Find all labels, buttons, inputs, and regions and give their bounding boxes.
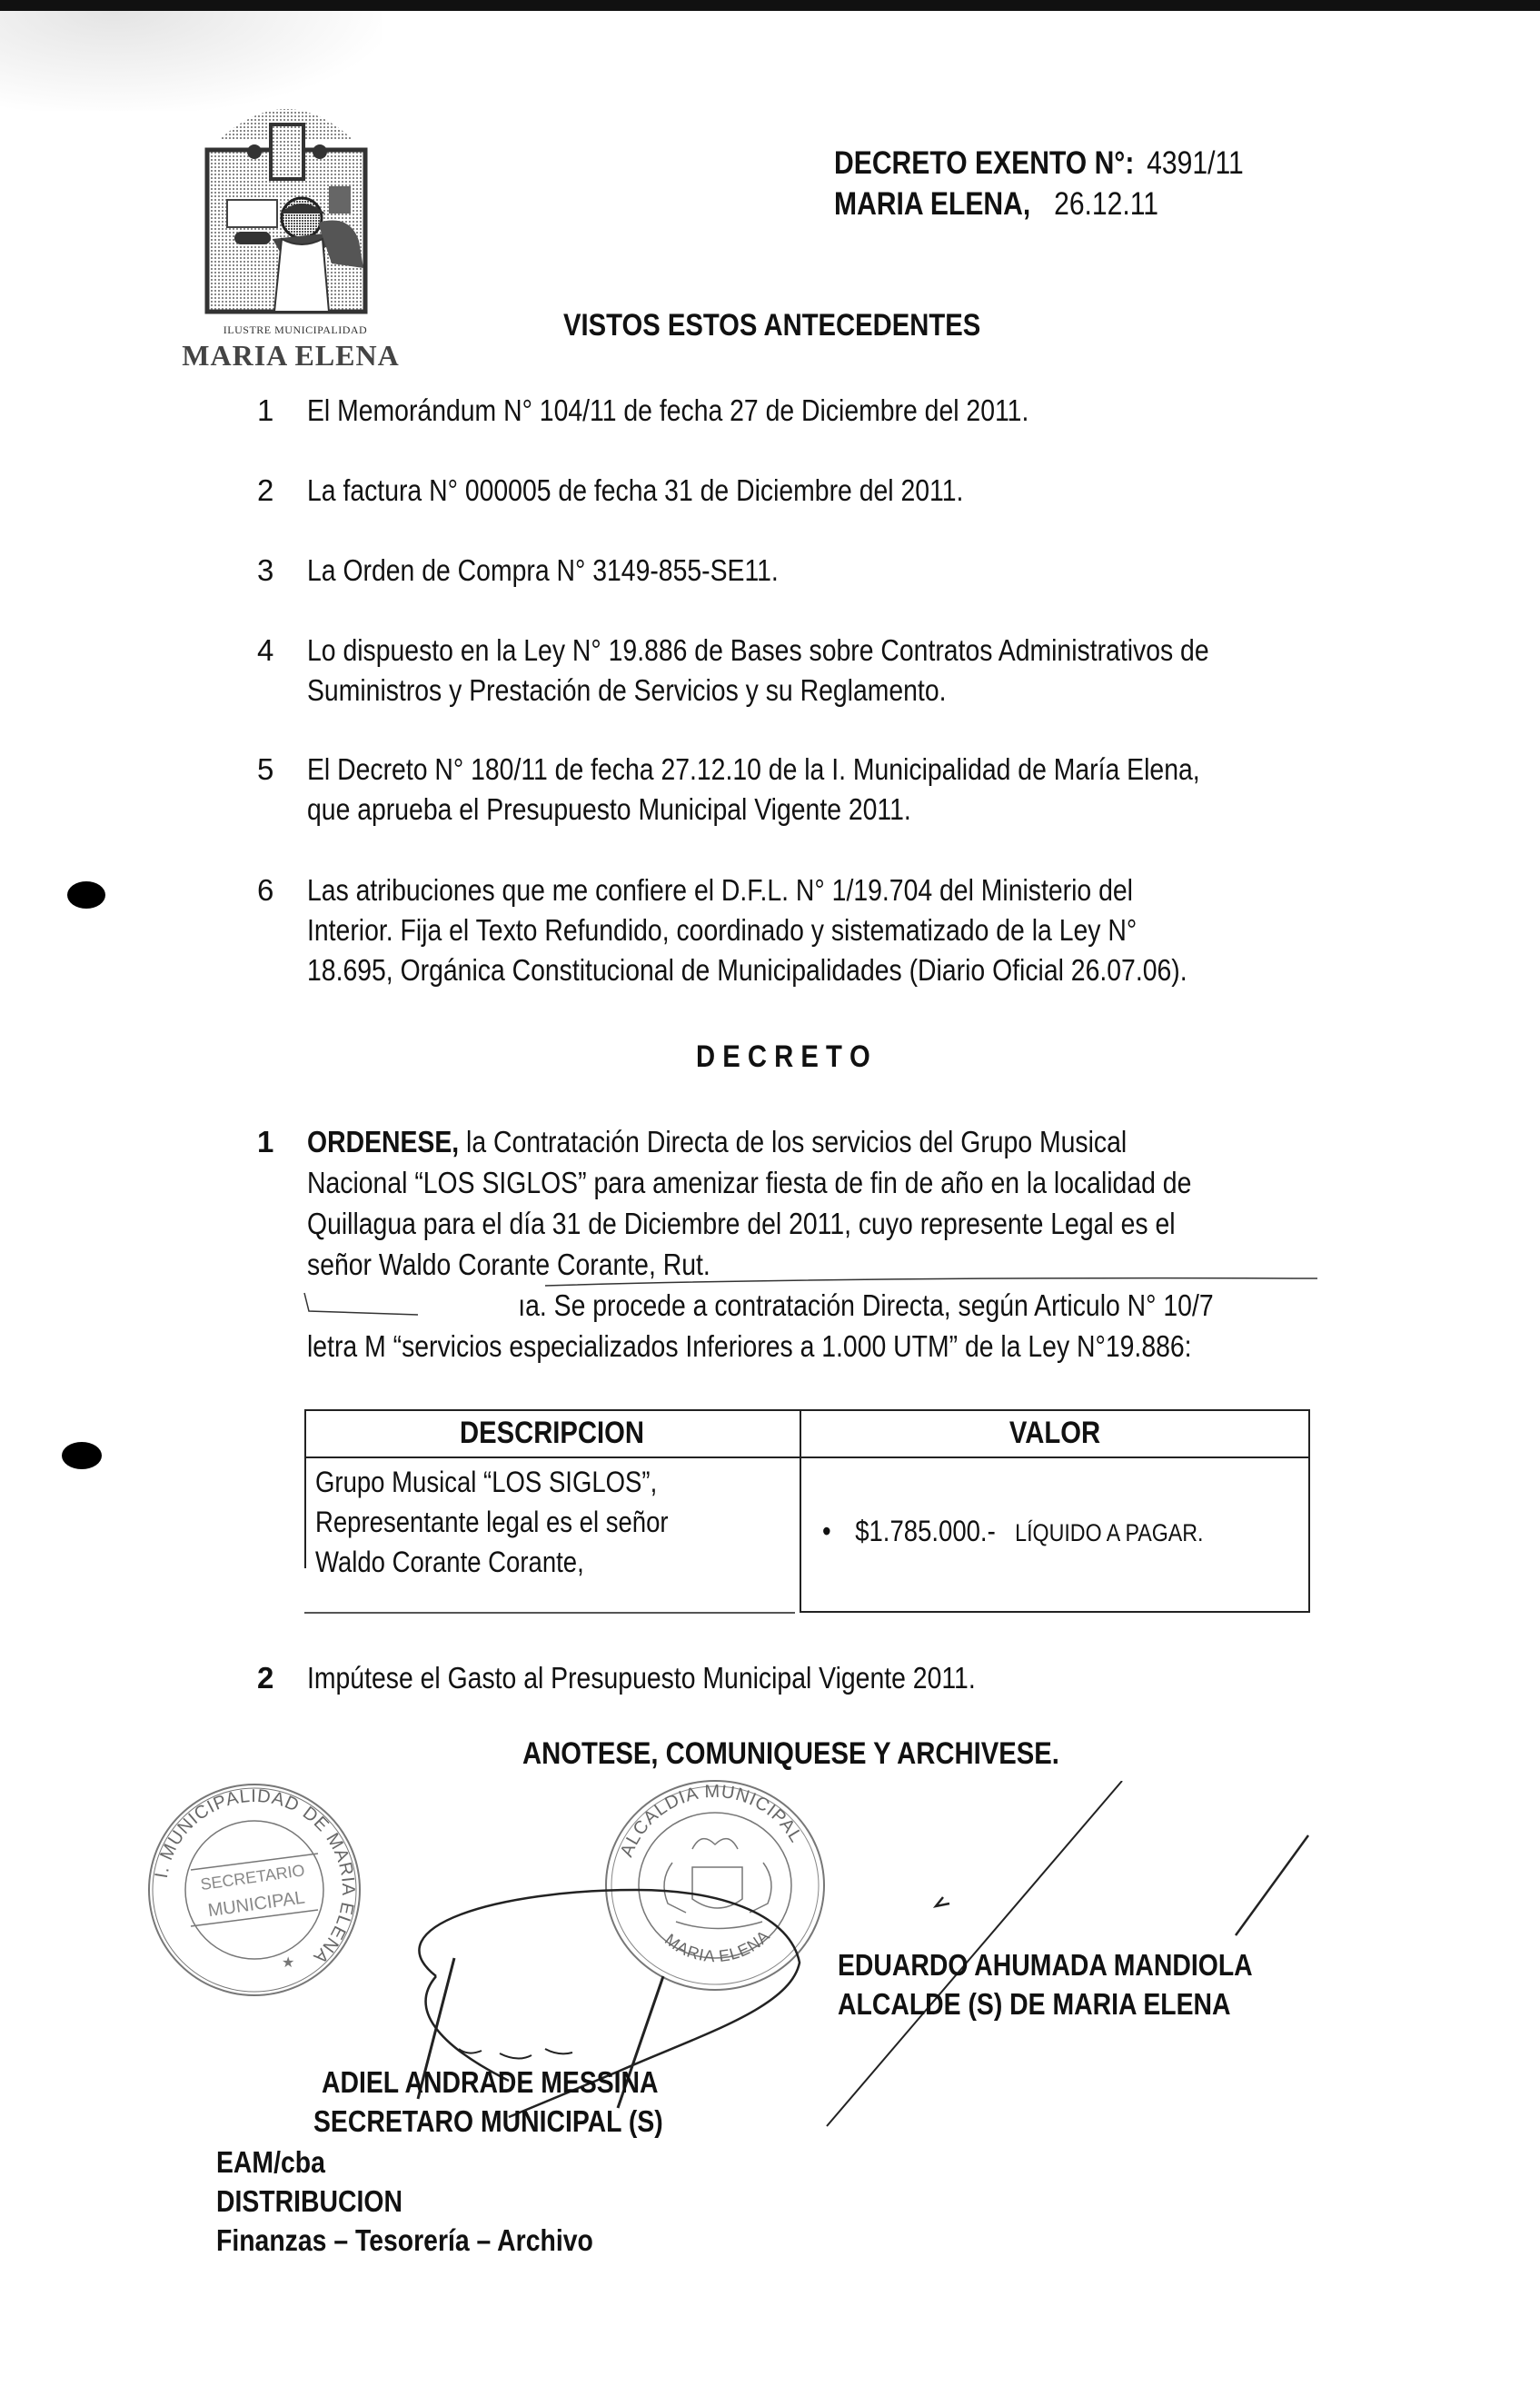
- closing-formula: ANOTESE, COMUNIQUESE Y ARCHIVESE.: [522, 1736, 1059, 1771]
- item-text: Impútese el Gasto al Presupuesto Municipal Vigente 2011.: [307, 1661, 976, 1695]
- item-number: 1: [257, 1125, 274, 1158]
- stamp-center-text: MUNICIPAL: [206, 1887, 306, 1922]
- decreto-title: D E C R E T O: [696, 1039, 870, 1074]
- ordenese-lead: ORDENESE,: [307, 1125, 460, 1158]
- redaction-marks: [300, 1258, 1326, 1322]
- secretario-name: ADIEL ANDRADE MESSINA: [322, 2065, 659, 2099]
- stamp-ring-text: MARIA ELENA: [661, 1926, 774, 1966]
- alcalde-title: ALCALDE (S) DE MARIA ELENA: [838, 1987, 1231, 2021]
- item-number: 1: [257, 393, 274, 427]
- item-number: 6: [257, 873, 274, 907]
- place-label: MARIA ELENA,: [834, 186, 1031, 222]
- vistos-title: VISTOS ESTOS ANTECEDENTES: [563, 308, 981, 343]
- item-text: Lo dispuesto en la Ley N° 19.886 de Bases sobre Contratos Administrativos de: [307, 633, 1209, 667]
- item-number: 2: [257, 473, 274, 507]
- decree-number-line: [834, 145, 1244, 182]
- description-line: Waldo Corante Corante,: [315, 1546, 584, 1578]
- distribution-label: DISTRIBUCION: [216, 2184, 402, 2218]
- alcalde-name: EDUARDO AHUMADA MANDIOLA: [838, 1948, 1253, 1982]
- description-line: Representante legal es el señor: [315, 1506, 669, 1538]
- description-line: Grupo Musical “LOS SIGLOS”,: [315, 1466, 658, 1498]
- decree-date: 26.12.11: [1054, 186, 1159, 222]
- bullet-icon: •: [822, 1515, 831, 1547]
- punch-hole-top: [67, 881, 105, 909]
- star-icon: ★: [282, 1955, 295, 1971]
- item-text: Nacional “LOS SIGLOS” para amenizar fiesta de fin de año en la localidad de: [307, 1166, 1192, 1199]
- item-text: Suministros y Prestación de Servicios y su Reglamento.: [307, 673, 947, 707]
- stamp-center-text: SECRETARIO: [199, 1861, 306, 1894]
- table-cell-description: [315, 1462, 669, 1582]
- logo-subtitle: ILUSTRE MUNICIPALIDAD: [223, 323, 368, 336]
- item-number: 5: [257, 752, 274, 786]
- item-text: la Contratación Directa de los servicios del Grupo Musical: [459, 1125, 1128, 1158]
- scan-top-edge: [0, 0, 1540, 11]
- item-number: 3: [257, 553, 274, 587]
- item-text: El Decreto N° 180/11 de fecha 27.12.10 de la I. Municipalidad de María Elena,: [307, 752, 1200, 786]
- item-text: La factura N° 000005 de fecha 31 de Diciembre del 2011.: [307, 473, 964, 507]
- stamp-ring-text: ALCALDIA MUNICIPAL: [616, 1781, 807, 1860]
- item-text: que aprueba el Presupuesto Municipal Vigente 2011.: [307, 792, 911, 826]
- logo-name: MARIA ELENA: [182, 339, 400, 372]
- decree-label: DECRETO EXENTO N°:: [834, 145, 1135, 181]
- initials: EAM/cba: [216, 2145, 325, 2179]
- table-header-valor: VALOR: [1008, 1416, 1101, 1450]
- place-date-line: [834, 186, 1158, 223]
- stamp-ring-text: I. MUNICIPALIDAD DE MARIA ELENA: [151, 1785, 359, 1968]
- decree-number: 4391/11: [1147, 145, 1244, 181]
- distribution-list: Finanzas – Tesorería – Archivo: [216, 2223, 593, 2257]
- table-header-descripcion: DESCRIPCION: [459, 1416, 645, 1450]
- item-number: 4: [257, 633, 274, 667]
- item-text: letra M “servicios especializados Inferiores a 1.000 UTM” de la Ley N°19.886:: [307, 1329, 1192, 1363]
- amount: $1.785.000.-: [855, 1515, 996, 1547]
- table-cell-value: [822, 1511, 1203, 1553]
- punch-hole-bottom: [62, 1442, 102, 1469]
- item-text: El Memorándum N° 104/11 de fecha 27 de Diciembre del 2011.: [307, 393, 1029, 427]
- item-text: Quillagua para el día 31 de Diciembre del 2011, cuyo represente Legal es el: [307, 1207, 1176, 1240]
- item-text: 18.695, Orgánica Constitucional de Municipalidades (Diario Oficial 26.07.06).: [307, 953, 1187, 987]
- item-text: Las atribuciones que me confiere el D.F.L. N° 1/19.704 del Ministerio del: [307, 873, 1133, 907]
- municipality-crest-logo: [182, 86, 391, 323]
- item-text: ıa. Se procede a contratación Directa, según Articulo N° 10/7: [518, 1288, 1214, 1322]
- item-text: La Orden de Compra N° 3149-855-SE11.: [307, 553, 779, 587]
- item-number: 2: [257, 1661, 274, 1695]
- item-text: Interior. Fija el Texto Refundido, coordinado y sistematizado de la Ley N°: [307, 913, 1138, 947]
- cost-table: [304, 1409, 1310, 1614]
- item-text: señor Waldo Corante Corante, Rut.: [307, 1248, 710, 1281]
- secretario-title: SECRETARO MUNICIPAL (S): [313, 2104, 663, 2138]
- amount-note: LÍQUIDO A PAGAR.: [1015, 1519, 1204, 1546]
